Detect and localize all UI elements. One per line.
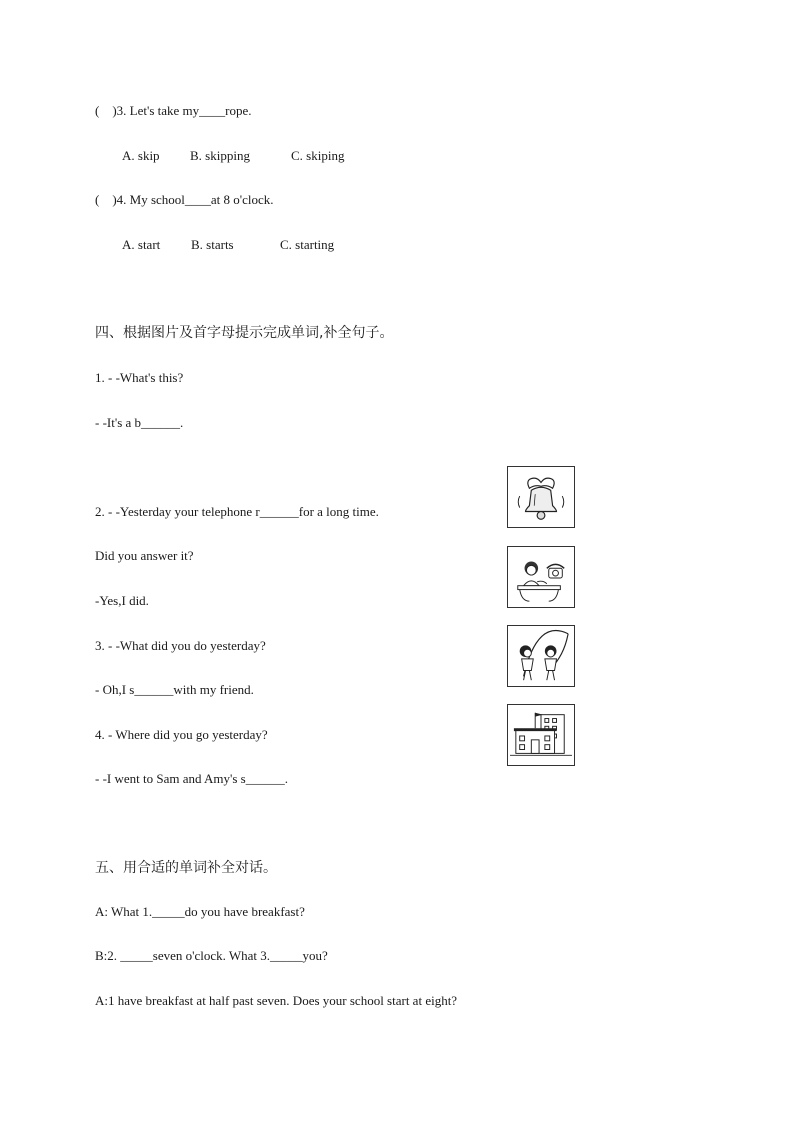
s4-question-4-line-1: 4. - Where did you go yesterday? (95, 727, 268, 742)
s5-dialogue-line-3: A:1 have breakfast at half past seven. Does your school start at eight? (95, 993, 458, 1008)
school-building-icon (507, 704, 575, 766)
s4-question-2-line-3: -Yes,I did. (95, 593, 149, 608)
section-4-heading: 四、根据图片及首字母提示完成单词,补全句子。 (95, 325, 394, 341)
s5-dialogue-line-2: B:2. _____seven o'clock. What 3._____you? (95, 948, 328, 963)
s4-question-4-line-2: - -I went to Sam and Amy's s______. (95, 771, 288, 786)
section-5-heading: 五、用合适的单词补全对话。 (95, 860, 277, 876)
skipping-rope-icon (507, 625, 575, 687)
question-4-option-a: A. start (122, 237, 161, 252)
s4-question-1-line-1: 1. - -What's this? (95, 370, 184, 385)
question-3-text: ( )3. Let's take my____rope. (95, 103, 252, 118)
question-3-option-c: C. skiping (291, 148, 345, 163)
question-4-option-c: C. starting (280, 237, 335, 252)
question-3-option-b: B. skipping (190, 148, 250, 163)
s4-question-2-line-1: 2. - -Yesterday your telephone r______for a long time. (95, 504, 379, 519)
s4-question-3-line-1: 3. - -What did you do yesterday? (95, 638, 266, 653)
s4-question-2-line-2: Did you answer it? (95, 548, 194, 563)
question-3-option-a: A. skip (122, 148, 160, 163)
question-4-option-b: B. starts (191, 237, 234, 252)
s4-question-1-line-2: - -It's a b______. (95, 415, 184, 430)
s5-dialogue-line-1: A: What 1._____do you have breakfast? (95, 904, 305, 919)
bell-icon (507, 466, 575, 528)
telephone-girl-icon (507, 546, 575, 608)
s4-question-3-line-2: - Oh,I s______with my friend. (95, 682, 254, 697)
question-4-text: ( )4. My school____at 8 o'clock. (95, 192, 274, 207)
